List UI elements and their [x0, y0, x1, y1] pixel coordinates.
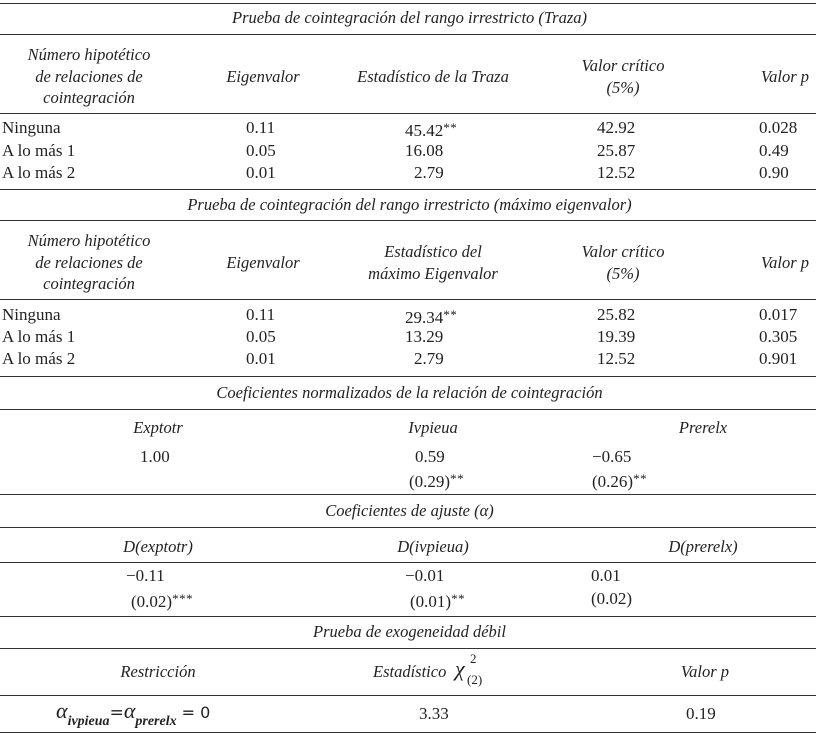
header-line: de relaciones de [35, 66, 143, 86]
std-error: (0.02) [591, 589, 633, 608]
stat-value [405, 117, 457, 142]
exogeneity-header-restriction: Restricción [120, 662, 196, 681]
rule [0, 527, 816, 528]
header-line: de relaciones de [35, 252, 143, 272]
chi-superscript: 2 [470, 651, 477, 666]
normalized-header-prerelx: Prerelx [678, 418, 728, 437]
row-label: Ninguna [2, 305, 61, 324]
stat-value: 2.79 [414, 163, 444, 182]
header-line: Número hipotético [27, 45, 151, 64]
header-line: (5%) [606, 263, 640, 283]
stat-number: 29.34 [405, 308, 444, 327]
rule [0, 494, 816, 495]
stat-value: 13.29 [405, 327, 444, 346]
alpha-subscript: ivpieua [67, 714, 110, 729]
std-error [592, 468, 647, 493]
chi-subscript: (2) [467, 672, 483, 687]
crit-value: 12.52 [597, 349, 636, 368]
coef-value: 0.59 [415, 447, 445, 466]
rule [0, 616, 816, 617]
rule [0, 409, 816, 410]
trace-title: Prueba de cointegración del rango irrestricto (Traza) [231, 8, 588, 27]
stat-value: 16.08 [405, 141, 444, 160]
significance-stars: ** [633, 471, 648, 486]
maxeig-header-stat [333, 241, 533, 284]
significance-stars: *** [172, 591, 194, 606]
stat-number: 45.42 [405, 121, 444, 140]
row-label: A lo más 2 [2, 349, 76, 368]
exogeneity-p: 0.19 [686, 704, 716, 723]
significance-stars: ** [451, 591, 466, 606]
header-line: cointegración [43, 88, 135, 107]
normalized-title: Coeficientes normalizados de la relación de cointegración [216, 383, 603, 402]
trace-header-p: Valor p [760, 67, 810, 86]
std-error [131, 588, 193, 613]
maxeig-header-crit [553, 241, 693, 284]
significance-stars: ** [443, 120, 458, 135]
alpha-symbol: α [123, 698, 136, 723]
adjustment-header-divpieua: D(ivpieua) [397, 537, 469, 556]
rule [0, 220, 816, 221]
eigen-value: 0.11 [246, 305, 276, 324]
rule-top [0, 3, 816, 4]
header-line: Valor crítico [581, 242, 665, 261]
std-error-number: (0.29) [409, 472, 451, 491]
row-label: A lo más 1 [2, 327, 76, 346]
trace-header-eigen: Eigenvalor [226, 67, 300, 86]
trace-header-stat: Estadístico de la Traza [357, 67, 509, 86]
header-line: Número hipotético [27, 231, 151, 250]
p-value: 0.017 [759, 305, 798, 324]
p-value: 0.49 [759, 141, 789, 160]
crit-value: 19.39 [597, 327, 636, 346]
eigen-value: 0.05 [246, 327, 276, 346]
stat-value: 2.79 [414, 349, 444, 368]
trace-header-hypothesis [0, 44, 178, 109]
coef-value: 0.01 [591, 566, 621, 585]
alpha-symbol: α [56, 698, 68, 723]
std-error-number: (0.01) [410, 592, 452, 611]
crit-value: 12.52 [597, 163, 636, 182]
std-error-number: (0.26) [592, 472, 634, 491]
row-label: A lo más 1 [2, 141, 76, 160]
p-value: 0.90 [759, 163, 789, 182]
adjustment-header-dprerelx: D(prerelx) [668, 537, 738, 556]
rule [0, 34, 816, 35]
significance-stars: ** [443, 307, 458, 322]
std-error-number: (0.02) [131, 592, 173, 611]
header-line: Estadístico del [384, 242, 482, 261]
p-value: 0.028 [759, 118, 798, 137]
maxeig-header-p: Valor p [760, 253, 810, 272]
header-line: máximo Eigenvalor [368, 263, 498, 283]
rule [0, 562, 816, 563]
significance-stars: ** [450, 471, 465, 486]
trace-header-crit [553, 55, 693, 98]
exogeneity-title: Prueba de exogeneidad débil [313, 622, 506, 641]
row-label: A lo más 2 [2, 163, 76, 182]
chi-symbol: χ [455, 656, 465, 681]
normalized-header-ivpieua: Ivpieua [408, 418, 458, 437]
rule [0, 695, 816, 696]
rule [0, 376, 816, 377]
eigen-value: 0.11 [246, 118, 276, 137]
maxeig-title: Prueba de cointegración del rango irrestricto (máximo eigenvalor) [187, 195, 632, 214]
adjustment-header-dexptotr: D(exptotr) [123, 537, 193, 556]
alpha-subscript: prerelx [135, 714, 177, 729]
coef-value: 1.00 [140, 447, 170, 466]
crit-value: 25.82 [597, 305, 636, 324]
std-error [410, 588, 465, 613]
rule [0, 189, 816, 190]
equals-zero: = 0 [176, 703, 211, 722]
exogeneity-header-p: Valor p [680, 662, 730, 681]
rule [0, 648, 816, 649]
p-value: 0.901 [759, 349, 798, 368]
coef-value: −0.01 [405, 566, 445, 585]
rule [0, 113, 816, 114]
header-line: cointegración [43, 274, 135, 293]
header-line: (5%) [606, 77, 640, 97]
maxeig-header-eigen: Eigenvalor [226, 253, 300, 272]
eigen-value: 0.05 [246, 141, 276, 160]
maxeig-header-hypothesis [0, 230, 178, 295]
coef-value: −0.11 [126, 566, 165, 585]
rule [0, 299, 816, 300]
adjustment-title: Coeficientes de ajuste (α) [325, 501, 494, 520]
stat-label: Estadístico [373, 662, 447, 681]
eigen-value: 0.01 [246, 349, 276, 368]
p-value: 0.305 [759, 327, 798, 346]
equals-sign: = [109, 703, 124, 723]
std-error [409, 468, 464, 493]
coef-value: −0.65 [592, 447, 632, 466]
exogeneity-stat: 3.33 [419, 704, 449, 723]
crit-value: 42.92 [597, 118, 636, 137]
exogeneity-header-stat [365, 652, 515, 692]
restriction-expression [56, 700, 210, 733]
normalized-header-exptotr: Exptotr [133, 418, 183, 437]
crit-value: 25.87 [597, 141, 636, 160]
header-line: Valor crítico [581, 56, 665, 75]
row-label: Ninguna [2, 118, 61, 137]
eigen-value: 0.01 [246, 163, 276, 182]
